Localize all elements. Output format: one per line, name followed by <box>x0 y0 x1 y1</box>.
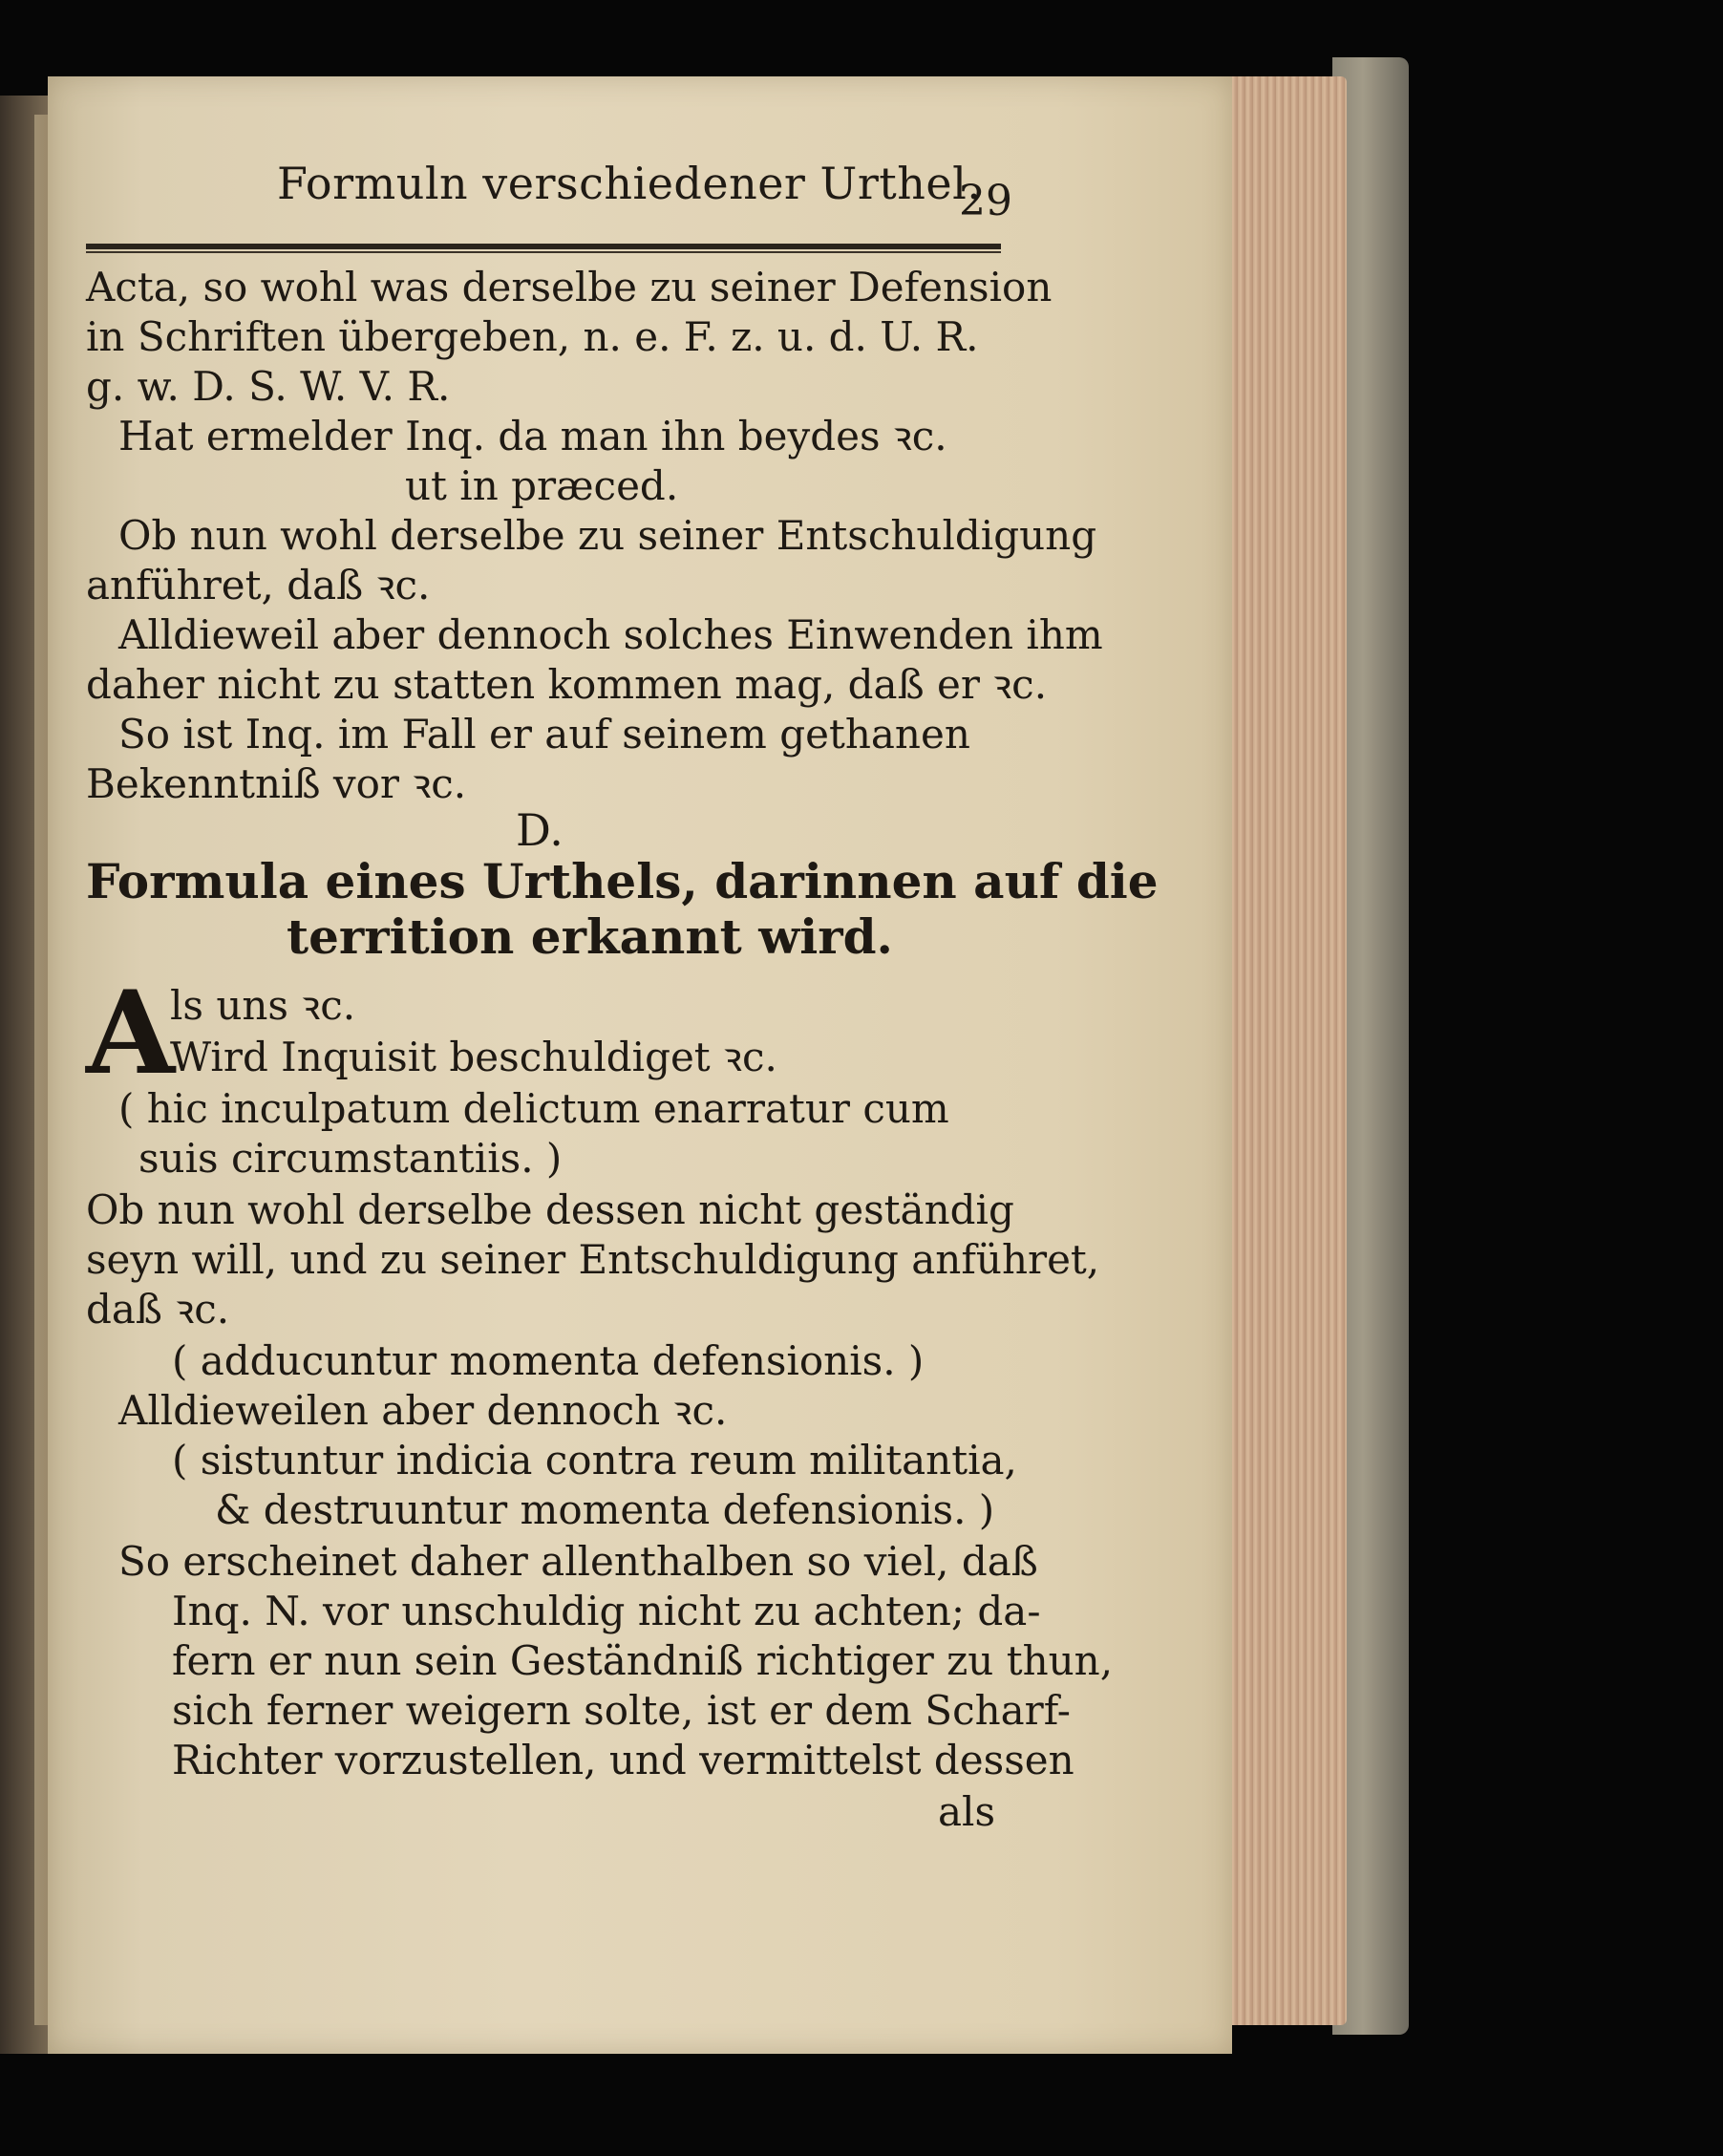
text-line: Alldieweilen aber dennoch ꝛc. <box>118 1387 728 1434</box>
text-line: Acta, so wohl was derselbe zu seiner Defension <box>86 264 1053 310</box>
text-line: & destruuntur momenta defensionis. ) <box>215 1486 995 1533</box>
catchword: als <box>938 1788 996 1835</box>
running-header: Formuln verschiedener Urthel. <box>277 158 982 209</box>
header-rule-thin <box>86 251 1001 253</box>
text-line: Hat ermelder Inq. da man ihn beydes ꝛc. <box>118 413 947 459</box>
section-heading: Formula eines Urthels, darinnen auf die <box>86 853 1159 909</box>
text-line: in Schriften übergeben, n. e. F. z. u. d. U. R. <box>86 313 979 360</box>
text-line: Richter vorzustellen, und vermittelst dessen <box>172 1737 1074 1783</box>
text-line: Inq. N. vor unschuldig nicht zu achten; da- <box>172 1588 1041 1634</box>
text-line: ( sistuntur indicia contra reum militantia, <box>172 1437 1017 1484</box>
text-line: So ist Inq. im Fall er auf seinem gethanen <box>118 711 970 758</box>
text-line: daher nicht zu statten kommen mag, daß er ꝛc. <box>86 661 1048 708</box>
text-line: g. w. D. S. W. V. R. <box>86 363 451 410</box>
section-letter: D. <box>516 804 564 856</box>
text-line: Ob nun wohl derselbe dessen nicht geständig <box>86 1186 1014 1233</box>
text-line: Ob nun wohl derselbe zu seiner Entschuldigung <box>118 512 1097 559</box>
text-line: daß ꝛc. <box>86 1286 230 1333</box>
header-rule <box>86 244 1001 249</box>
text-line: Wird Inquisit beschuldiget ꝛc. <box>170 1034 777 1080</box>
text-line: sich ferner weigern solte, ist er dem Scharf- <box>172 1687 1072 1734</box>
text-line: fern er nun sein Geständniß richtiger zu thun, <box>172 1637 1114 1684</box>
page-number: 29 <box>959 177 1012 225</box>
text-line: ut in præced. <box>405 462 679 509</box>
text-line: ls uns ꝛc. <box>170 982 356 1029</box>
text-line: So erscheinet daher allenthalben so viel, daß <box>118 1538 1038 1585</box>
text-line: Alldieweil aber dennoch solches Einwenden ihm <box>118 611 1103 658</box>
section-heading: territion erkannt wird. <box>287 908 893 965</box>
text-line: ( hic inculpatum delictum enarratur cum <box>118 1085 949 1132</box>
text-line: Bekenntniß vor ꝛc. <box>86 760 467 807</box>
text-line: suis circumstantiis. ) <box>138 1135 563 1182</box>
text-line: anführet, daß ꝛc. <box>86 562 431 608</box>
text-line: ( adducuntur momenta defensionis. ) <box>172 1337 925 1384</box>
drop-initial: A <box>86 966 176 1100</box>
text-line: seyn will, und zu seiner Entschuldigung anführet, <box>86 1236 1100 1283</box>
